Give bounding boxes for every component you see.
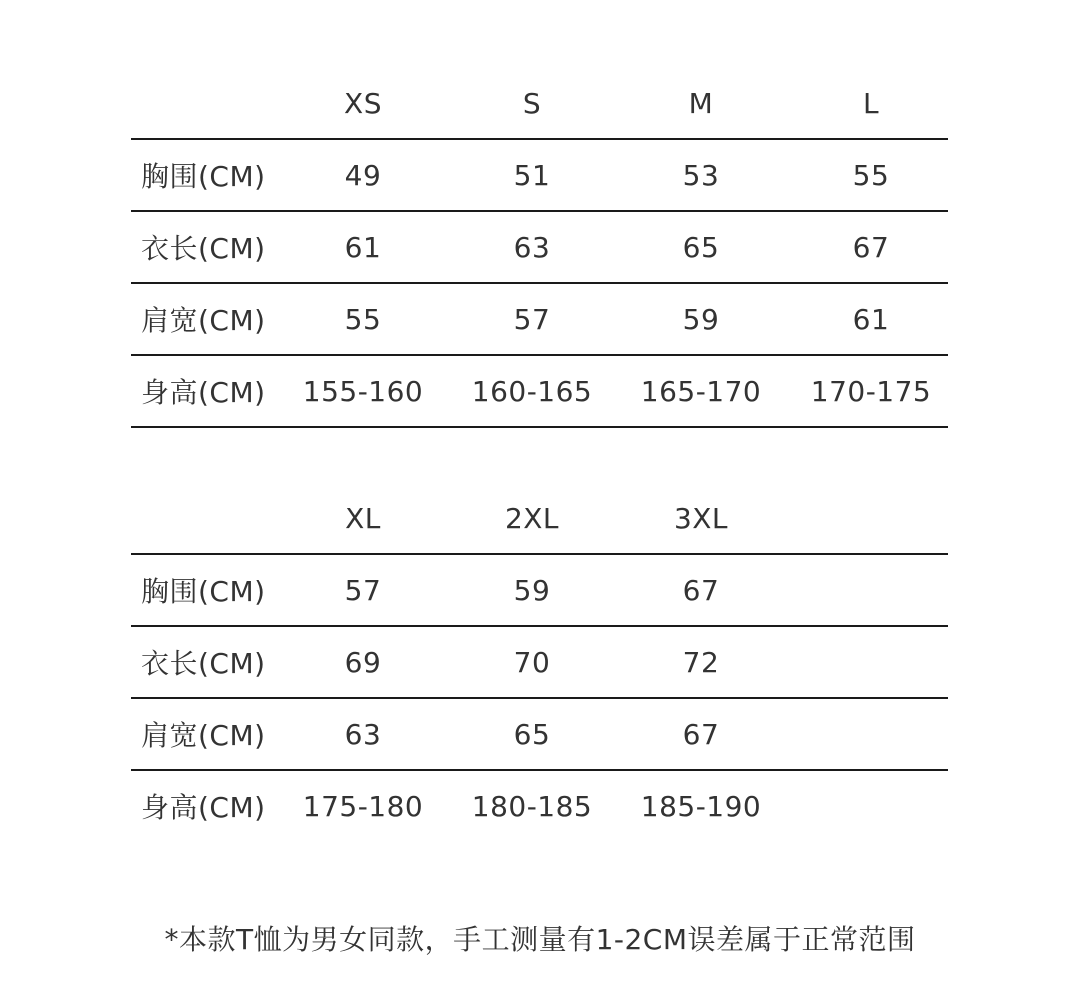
table-cell: 53 [682,158,720,192]
size-header: 2XL [504,501,560,535]
size-header: S [522,86,542,120]
row-label: 肩宽(CM) [141,719,266,752]
table-cell: 185-190 [640,789,762,823]
footnote: *本款T恤为男女同款，手工测量有1-2CM误差属于正常范围 [164,923,916,956]
table-cell: 59 [513,573,551,607]
table-cell: 180-185 [471,789,593,823]
table-cell: 69 [344,645,382,679]
table-cell: 63 [344,717,382,751]
size-header: XS [344,86,382,120]
table-row-chest [131,555,948,627]
table-row-shoulder [131,284,948,356]
table-row-chest [131,140,948,212]
size-table-2 [131,483,948,841]
row-label: 肩宽(CM) [141,304,266,337]
table-cell: 65 [513,717,551,751]
table-cell: 67 [852,230,890,264]
table-cell: 61 [344,230,382,264]
table-row-shoulder [131,699,948,771]
table-cell: 67 [682,573,720,607]
table-cell: 72 [682,645,720,679]
table-row-height [131,771,948,841]
size-header: 3XL [673,501,729,535]
table-cell: 160-165 [471,374,593,408]
table-cell: 55 [344,302,382,336]
row-label: 衣长(CM) [141,647,266,680]
size-header-row [131,68,948,140]
table-cell: 49 [344,158,382,192]
table-cell: 65 [682,230,720,264]
row-label: 身高(CM) [141,376,266,409]
table-cell: 165-170 [640,374,762,408]
row-label: 胸围(CM) [141,575,266,608]
row-label: 身高(CM) [141,791,266,824]
size-header: M [688,86,714,120]
size-header: XL [345,501,381,535]
table-cell: 51 [513,158,551,192]
table-cell: 70 [513,645,551,679]
table-row-length [131,627,948,699]
table-cell: 175-180 [302,789,424,823]
table-cell: 55 [852,158,890,192]
size-table-1 [131,68,948,428]
row-label: 胸围(CM) [141,160,266,193]
table-cell: 63 [513,230,551,264]
table-cell: 155-160 [302,374,424,408]
table-row-height [131,356,948,428]
table-cell: 170-175 [810,374,932,408]
size-header: L [862,86,880,120]
size-header-row [131,483,948,555]
table-row-length [131,212,948,284]
table-cell: 59 [682,302,720,336]
row-label: 衣长(CM) [141,232,266,265]
table-cell: 57 [344,573,382,607]
table-cell: 67 [682,717,720,751]
table-cell: 61 [852,302,890,336]
table-cell: 57 [513,302,551,336]
